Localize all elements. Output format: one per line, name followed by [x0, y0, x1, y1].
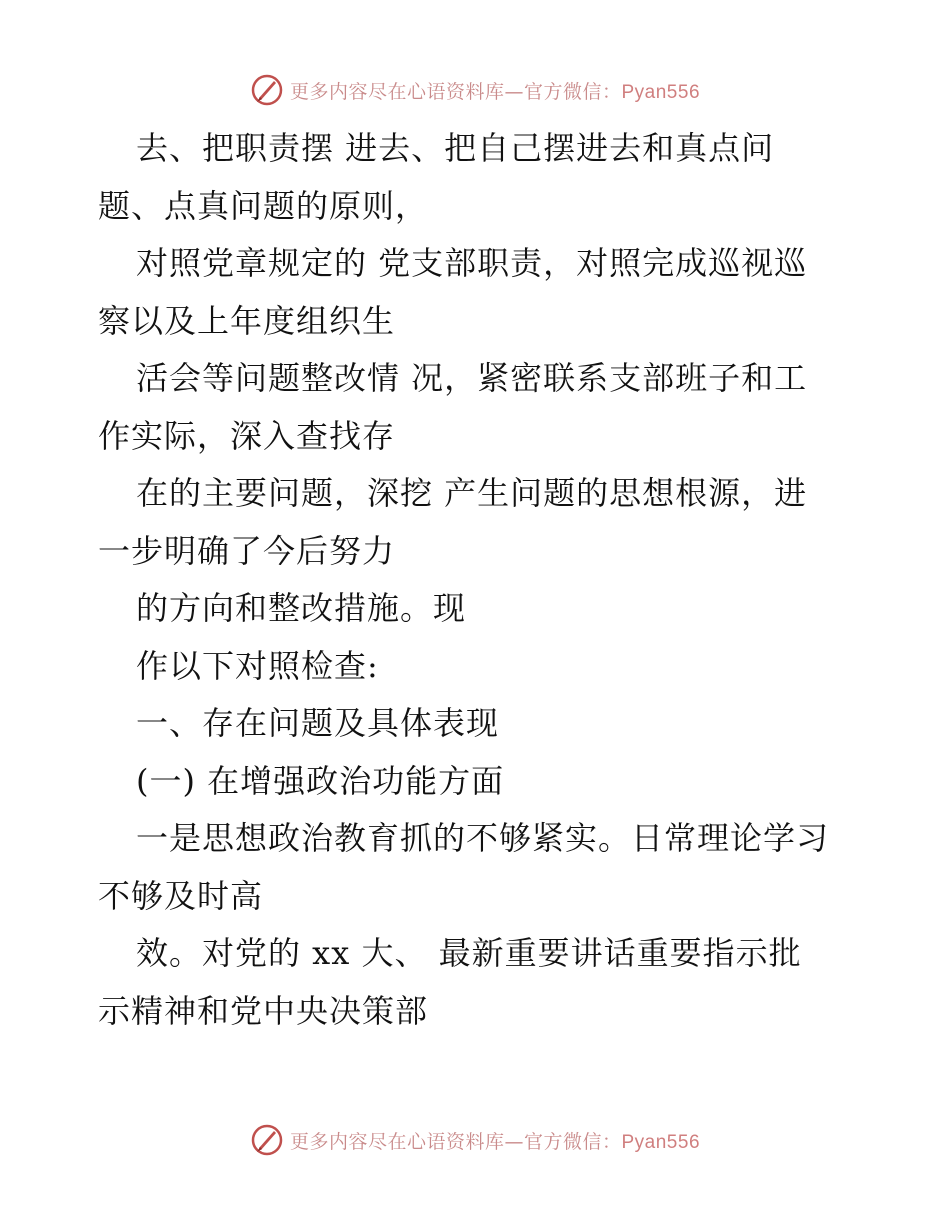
- watermark-text: [290, 1127, 700, 1154]
- body-line: 示精神和党中央决策部: [98, 991, 429, 1030]
- watermark-text-cn: 更多内容尽在心语资料库—官方微信：: [289, 1130, 622, 1153]
- body-line: 不够及时高: [98, 876, 264, 915]
- body-line: 的方向和整改措施。现: [136, 589, 467, 627]
- body-line: 活会等问题整改情 况，紧密联系支部班子和工: [136, 359, 808, 397]
- body-line: 题、点真问题的原则，: [98, 186, 429, 225]
- body-line: 一步明确了今后努力: [98, 531, 396, 570]
- subsection-heading: (一) 在增强政治功能方面: [136, 761, 505, 800]
- watermark-text: [290, 77, 700, 104]
- section-heading: 一、存在问题及具体表现: [136, 704, 500, 742]
- quill-logo-icon: [250, 1123, 284, 1157]
- body-line: 一是思想政治教育抓的不够紧实。日常理论学习: [136, 819, 830, 857]
- body-line: 对照党章规定的 党支部职责，对照完成巡视巡: [136, 244, 808, 282]
- body-line: 去、把职责摆 进去、把自己摆进去和真点问: [136, 129, 775, 167]
- document-body: [98, 120, 850, 1040]
- body-line: 作以下对照检查:: [136, 646, 379, 685]
- body-line: 效。对党的 xx 大、 最新重要讲话重要指示批: [136, 934, 802, 972]
- body-line: 作实际，深入查找存: [98, 416, 396, 455]
- watermark-text-cn: 更多内容尽在心语资料库—官方微信：: [289, 80, 622, 103]
- footer-watermark: [0, 1120, 950, 1160]
- header-watermark: [0, 70, 950, 110]
- watermark-wechat-id: Pyan556: [621, 81, 701, 103]
- body-line: 察以及上年度组织生: [98, 301, 396, 340]
- quill-logo-icon: [250, 73, 284, 107]
- body-line: 在的主要问题，深挖 产生问题的思想根源，进: [136, 474, 808, 512]
- watermark-wechat-id: Pyan556: [621, 1131, 701, 1153]
